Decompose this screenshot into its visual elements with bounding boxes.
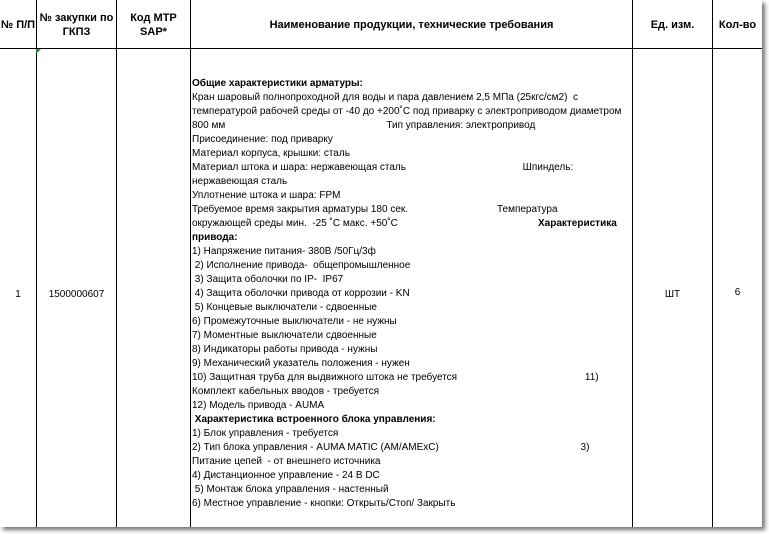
column-divider [190, 0, 191, 527]
row-qty: 6 [734, 287, 741, 298]
description-line: Общие характеристики арматуры: [192, 78, 363, 89]
column-divider [36, 0, 37, 527]
description-line: 800 мм Тип управления: электропривод [192, 120, 536, 131]
product-description [192, 77, 632, 511]
description-line: Материал штока и шара: нержавеющая сталь Шпиндель: [192, 162, 574, 173]
description-line: 2) Тип блока управления - AUMA MATIC (AM/AMExC) 3) [192, 442, 590, 453]
header-unit: Ед. изм. [650, 19, 695, 31]
header-num: № П/П [0, 19, 36, 31]
column-divider [116, 0, 117, 527]
description-line: 6) Промежуточные выключатели - не нужны [192, 316, 397, 327]
header-divider [0, 48, 762, 49]
description-line: нержавеющая сталь [192, 176, 288, 187]
description-line: 4) Защита оболочки привода от коррозии - KN [192, 288, 410, 299]
description-line: Присоединение: под приварку [192, 134, 333, 145]
description-line: 8) Индикаторы работы привода - нужны [192, 344, 378, 355]
description-line: 5) Концевые выключатели - сдвоенные [192, 302, 377, 313]
description-line: Комплект кабельных вводов - требуется [192, 386, 380, 397]
column-divider [712, 0, 713, 527]
description-line: Уплотнение штока и шара: FPM [192, 190, 341, 201]
cell-comment-marker [36, 49, 41, 54]
description-line: 5) Монтаж блока управления - настенный [192, 484, 389, 495]
description-line: Требуемое время закрытия арматуры 180 сек. Температура [192, 204, 558, 215]
description-line: окружающей среды мин. -25 ˚С макс. +50˚С Характеристика [192, 218, 617, 229]
description-line: 4) Дистанционное управление - 24 В DC [192, 470, 380, 481]
header-purchase-no: № закупки по ГКПЗ [39, 12, 114, 38]
column-divider [632, 0, 633, 527]
description-line: 9) Механический указатель положения - нужен [192, 358, 410, 369]
row-unit: ШТ [664, 289, 681, 300]
description-line: 3) Защита оболочки по IP- IP67 [192, 274, 344, 285]
description-line: Кран шаровый полнопроходной для воды и пара давлением 2,5 МПа (25кгс/см2) с [192, 92, 578, 103]
description-line: Материал корпуса, крышки: сталь [192, 148, 350, 159]
header-qty: Кол-во [718, 19, 757, 31]
description-line: 10) Защитная труба для выдвижного штока не требуется 11) [192, 372, 599, 383]
header-mtr-code: Код МТР SAP* [130, 12, 177, 38]
description-line: Характеристика встроенного блока управления: [192, 414, 436, 425]
description-line: привода: [192, 232, 238, 243]
description-line: температурой рабочей среды от -40 до +200˚С под приварку с электроприводом диаметром [192, 106, 622, 117]
header-product-name: Наименование продукции, технические требования [269, 19, 554, 31]
description-line: 7) Моментные выключатели сдвоенные [192, 330, 377, 341]
row-num: 1 [15, 289, 21, 300]
row-purchase-no: 1500000607 [48, 289, 105, 300]
description-line: 6) Местное управление - кнопки: Открыть/Стоп/ Закрыть [192, 498, 456, 509]
description-line: 2) Исполнение привода- общепромышленное [192, 260, 411, 271]
description-line: Питание цепей - от внешнего источника [192, 456, 381, 467]
description-line: 1) Напряжение питания- 380В /50Гц/3ф [192, 246, 376, 257]
description-line: 12) Модель привода - AUMA [192, 400, 325, 411]
description-line: 1) Блок управления - требуется [192, 428, 339, 439]
